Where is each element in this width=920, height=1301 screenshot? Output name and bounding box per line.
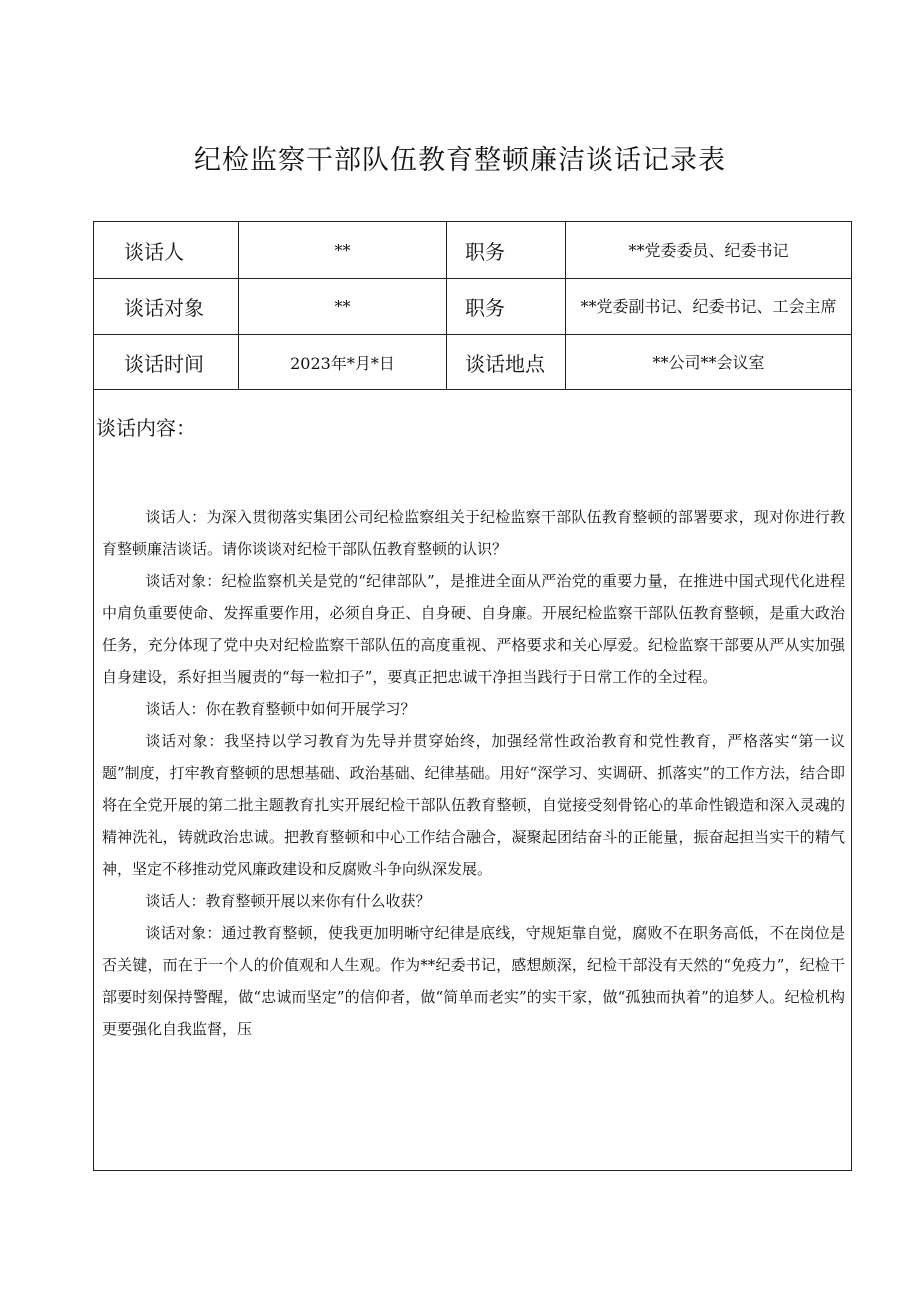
table-row-time-place [94, 335, 852, 390]
paragraph-5: 谈话人：教育整顿开展以来你有什么收获？ [145, 892, 431, 910]
content-heading: 谈话内容： [96, 416, 196, 440]
table-row-content [94, 390, 852, 1171]
place-label: 谈话地点 [447, 335, 566, 390]
paragraph-1: 谈话人：为深入贯彻落实集团公司纪检监察组关于纪检监察干部队伍教育整顿的部署要求，现对你进行教育整顿廉洁谈话。请你谈谈对纪检干部队伍教育整顿的认识？ [102, 508, 845, 558]
interviewee-position-value: **党委副书记、纪委书记、工会主席 [566, 279, 852, 335]
document-title: 纪检监察干部队伍教育整顿廉洁谈话记录表 [194, 145, 726, 176]
time-value: 2023年*月*日 [239, 335, 447, 390]
table-row-interviewee [94, 279, 852, 335]
speaker-position-label: 职务 [447, 222, 566, 279]
interviewee-value: ** [239, 279, 447, 335]
speaker-value: ** [239, 222, 447, 279]
place-value: **公司**会议室 [566, 335, 852, 390]
paragraph-6: 谈话对象：通过教育整顿，使我更加明晰守纪律是底线，守规矩靠自觉，腐败不在职务高低，不在岗位是否关键，而在于一个人的价值观和人生观。作为**纪委书记，感想颇深，纪检干部没有天然的“免疫力”，纪检干部要时刻保持警醒，做“忠诚而坚定”的信仰者，做“简单而老实”的实干家，做“孤独而执着”的追梦人。纪检机构更要强化自我监督，压 [102, 924, 845, 1038]
time-label: 谈话时间 [94, 335, 239, 390]
paragraph-3: 谈话人：你在教育整顿中如何开展学习？ [145, 700, 416, 718]
content-cell [94, 390, 852, 1171]
content-body [94, 501, 851, 1045]
speaker-position-value: **党委委员、纪委书记 [566, 222, 852, 279]
speaker-label: 谈话人 [94, 222, 239, 279]
interviewee-label: 谈话对象 [94, 279, 239, 335]
paragraph-4: 谈话对象：我坚持以学习教育为先导并贯穿始终，加强经常性政治教育和党性教育，严格落实“第一议题”制度，打牢教育整顿的思想基础、政治基础、纪律基础。用好“深学习、实调研、抓落实”的工作方法，结合即将在全党开展的第二批主题教育扎实开展纪检干部队伍教育整顿，自觉接受刻骨铭心的革命性锻造和深入灵魂的精神洗礼，铸就政治忠诚。把教育整顿和中心工作结合融合，凝聚起团结奋斗的正能量，振奋起担当实干的精气神，坚定不移推动党风廉政建设和反腐败斗争向纵深发展。 [102, 732, 846, 878]
paragraph-2: 谈话对象：纪检监察机关是党的“纪律部队”，是推进全面从严治党的重要力量，在推进中国式现代化进程中肩负重要使命、发挥重要作用，必须自身正、自身硬、自身廉。开展纪检监察干部队伍教育整顿，是重大政治任务，充分体现了党中央对纪检监察干部队伍的高度重视、严格要求和关心厚爱。纪检监察干部要从严从实加强自身建设，系好担当履责的“每一粒扣子”，要真正把忠诚干净担当践行于日常工作的全过程。 [102, 572, 845, 686]
interviewee-position-label: 职务 [447, 279, 566, 335]
table-row-speaker [94, 222, 852, 279]
record-table [93, 221, 852, 1171]
